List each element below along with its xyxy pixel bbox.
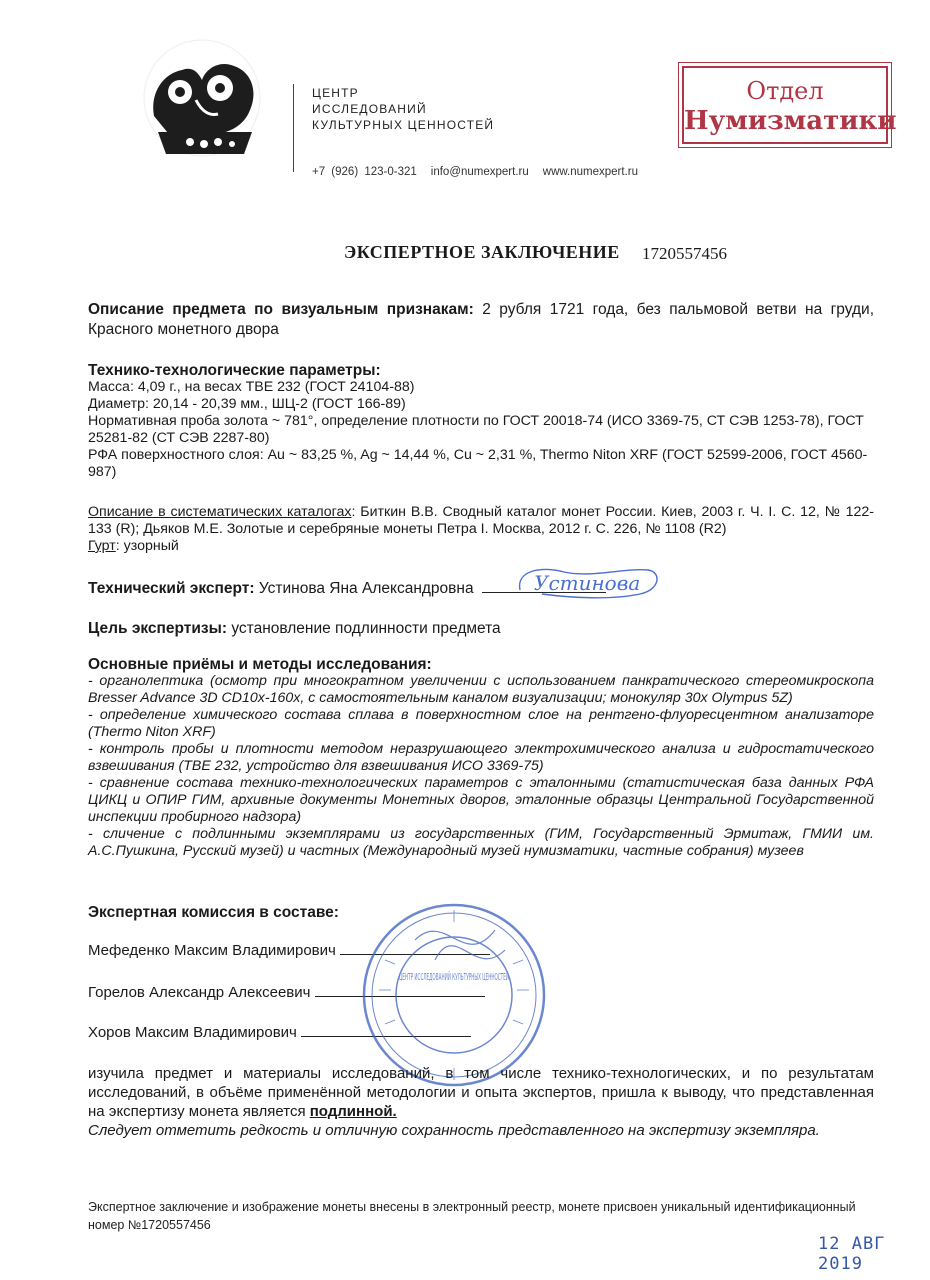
org-name-line-1: ЦЕНТР — [312, 86, 359, 100]
edge-label: Гурт — [88, 538, 116, 554]
phone: +7 (926) 123-0-321 — [312, 166, 417, 178]
commission-member-name: Хоров Максим Владимирович — [88, 1024, 297, 1041]
org-name-line-3: КУЛЬТУРНЫХ ЦЕННОСТЕЙ — [312, 118, 495, 132]
department-stamp — [682, 66, 897, 144]
method-item: - контроль пробы и плотности методом неразрушающего электрохимического анализа и гидростатического взвешивания (ТВЕ 232, устройство для взвешивания ИСО 3369-75) — [88, 741, 874, 774]
purpose-section — [88, 620, 874, 637]
tech-expert-signature — [512, 560, 662, 606]
commission-member-name: Горелов Александр Алексеевич — [88, 984, 311, 1001]
signature-text: Устинова — [534, 571, 641, 595]
params-label: Технико-технологические параметры: — [88, 362, 381, 379]
method-item: - определение химического состава сплава в поверхностном слое на рентгено-флуоресцентном анализаторе (Thermo Niton XRF) — [88, 707, 874, 740]
org-name-line-2: ИССЛЕДОВАНИЙ — [312, 102, 427, 116]
commission-label: Экспертная комиссия в составе: — [88, 904, 339, 921]
seal-text: ЦЕНТР ИССЛЕДОВАНИЙ КУЛЬТУРНЫХ ЦЕННОСТЕЙ — [399, 972, 663, 983]
website: www.numexpert.ru — [542, 166, 638, 178]
document-title: ЭКСПЕРТНОЕ ЗАКЛЮЧЕНИЕ — [344, 242, 620, 262]
tech-expert-name: Устинова Яна Александровна — [254, 580, 474, 597]
header-divider — [293, 84, 294, 172]
param-xrf: РФА поверхностного слоя: Au ~ 83,25 %, Ag ~ 14,44 %, Cu ~ 2,31 %, Thermo Niton XRF (ГОСТ 52599-2006, ГОСТ 4560-987) — [88, 447, 868, 480]
department-stamp-line-2: Нумизматики — [684, 106, 897, 136]
params-section — [88, 362, 874, 481]
conclusion-note: Следует отметить редкость и отличную сохранность представленного на экспертизу экземпляра. — [88, 1122, 820, 1139]
numismatists-illustration-icon — [132, 36, 282, 170]
description-text: 2 рубля 1721 года, без пальмовой ветви на груди, Красного монетного двора — [88, 301, 874, 338]
description-section — [88, 300, 874, 340]
registry-note: Экспертное заключение и изображение монеты внесены в электронный реестр, монете присвоен уникальный идентификационный номер №1720557456 — [88, 1200, 856, 1232]
conclusion-section — [88, 1064, 874, 1140]
contacts — [312, 166, 652, 178]
conclusion-text: изучила предмет и материалы исследований, в том числе технико-технологических, и по результатам исследований, в объёме применённой методологии и опыта экспертов, пришла к выводу, что представленная на экспертизу монета является — [88, 1065, 874, 1120]
purpose-label: Цель экспертизы: — [88, 620, 228, 637]
purpose-text: установление подлинности предмета — [227, 620, 501, 637]
round-seal — [355, 900, 663, 1090]
description-label: Описание предмета по визуальным признакам: — [88, 301, 474, 318]
catalogs-label: Описание в систематических каталогах — [88, 504, 352, 520]
certificate-number: 1720557456 — [642, 244, 727, 263]
tech-expert-section — [88, 580, 874, 597]
method-item: - сличение с подлинными экземплярами из государственных (ГИМ, Государственный Эрмитаж, ГМИИ им. А.С.Пушкина, Русский музей) и частных (Международный музей нумизматики, частные собрания) музеев — [88, 826, 874, 859]
date-stamp: 12 АВГ 2019 — [818, 1234, 886, 1274]
tech-expert-label: Технический эксперт: — [88, 580, 255, 597]
catalogs-section — [88, 504, 874, 555]
department-stamp-line-1: Отдел — [746, 77, 824, 105]
methods-label: Основные приёмы и методы исследования: — [88, 656, 432, 673]
method-item: - сравнение состава технико-технологических параметров с эталонными (статистическая база данных РФА ЦИКЦ и ОПИР ГИМ, архивные документы Монетных дворов, эталонные образцы Центральной Государственной инспекции пробирного надзора) — [88, 775, 874, 825]
edge-value: : узорный — [115, 538, 179, 554]
param-fineness: Нормативная проба золота ~ 781°, определение плотности по ГОСТ 20018-74 (ИСО 3369-75, СТ СЭВ 1253-78), ГОСТ 25281-82 (СТ СЭВ 2287-80) — [88, 413, 864, 446]
email: info@numexpert.ru — [430, 166, 529, 178]
methods-section — [88, 656, 874, 860]
commission-member-name: Мефеденко Максим Владимирович — [88, 942, 336, 959]
catalogs-text: : Биткин В.В. Сводный каталог монет России. Киев, 2003 г. Ч. I. С. 12, № 122-133 (R); Дьяков М.Е. Золотые и серебряные монеты Петра I. Москва, 2012 г. С. 226, № 1108 (R2) — [88, 504, 874, 537]
param-diameter: Диаметр: 20,14 - 20,39 мм., ШЦ-2 (ГОСТ 166-89) — [88, 396, 406, 412]
method-item: - органолептика (осмотр при многократном увеличении с использованием панкратического стереомикроскопа Bresser Advance 3D CD10x-160x, с самостоятельным каналом визуализации; монокуляр 30x Olympus 5Z) — [88, 673, 874, 706]
param-mass: Масса: 4,09 г., на весах ТВЕ 232 (ГОСТ 24104-88) — [88, 379, 415, 395]
verdict: подлинной. — [309, 1103, 397, 1120]
